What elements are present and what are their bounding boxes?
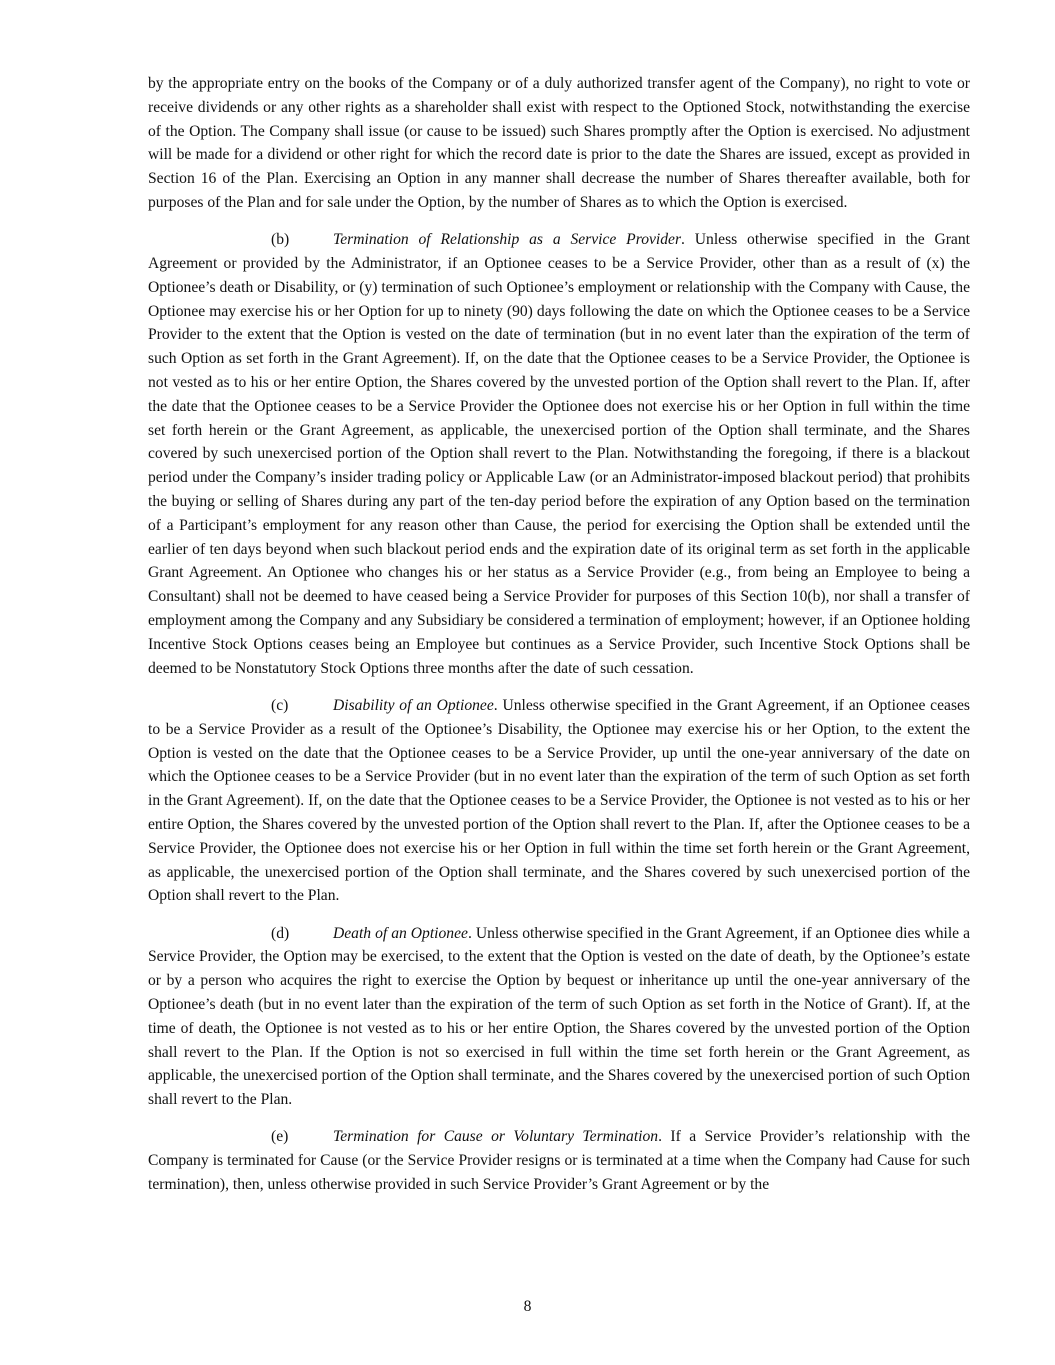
section-number: (b): [271, 231, 290, 249]
section-heading: Termination of Relationship as a Service Provider: [333, 231, 682, 249]
section-d-paragraph: [148, 922, 970, 1112]
section-b-paragraph: [148, 228, 970, 680]
section-e-paragraph: [148, 1125, 970, 1196]
section-text: . Unless otherwise specified in the Grant Agreement or provided by the Administrator, if an Optionee ceases to be a Service Provider, other than as a result of (x) the Optionee’s death or Disability, or (y) termination of such Optionee’s employment or relationship with the Company with Cause, the Optionee may exercise his or her Option for up to ninety (90) days following the date on which the Optionee ceases to be a Service Provider to the extent that the Option is vested on the date of termination (but in no event later than the expiration of the term of such Option as set forth in the Grant Agreement). If, on the date that the Optionee ceases to be a Service Provider, the Optionee is not vested as to his or her entire Option, the Shares covered by the unvested portion of the Option shall revert to the Plan. If, after the date that the Optionee ceases to be a Service Provider the Optionee does not exercise his or her Option in full within the time set forth herein or the Grant Agreement, as applicable, the unexercised portion of the Option shall terminate, and the Shares covered by such unexercised portion of the Option shall revert to the Plan. Notwithstanding the foregoing, if there is a blackout period under the Company’s insider trading policy or Applicable Law (or an Administrator-imposed blackout period) that prohibits the buying or selling of Shares during any part of the ten-day period before the expiration of any Option based on the termination of a Participant’s employment for any reason other than Cause, the period for exercising the Option shall be extended until the earlier of ten days beyond when such blackout period ends and the expiration date of its original term as set forth in the applicable Grant Agreement. An Optionee who changes his or her status as a Service Provider (e.g., from being an Employee to being a Consultant) shall not be deemed to have ceased being a Service Provider for purposes of this Section 10(b), nor shall a transfer of employment among the Company and any Subsidiary be considered a termination of employment; however, if an Optionee holding Incentive Stock Options ceases being an Employee but continues as a Service Provider, such Incentive Stock Options shall be deemed to be Nonstatutory Stock Options three months after the date of such cessation.: [148, 231, 970, 677]
section-text: . Unless otherwise specified in the Grant Agreement, if an Optionee dies while a Service Provider, the Option may be exercised, to the extent that the Option is vested on the date of death, by the Optionee’s estate or by a person who acquires the right to exercise the Option by bequest or inheritance up until the one-year anniversary of the Optionee’s death (but in no event later than the expiration of the term of such Option as set forth in the Notice of Grant). If, at the time of death, the Optionee is not vested as to his or her entire Option, the Shares covered by the unvested portion of the Option shall revert to the Plan. If the Option is not so exercised in full within the time set forth herein or the Grant Agreement, as applicable, the unexercised portion of the Option shall terminate, and the Shares covered by the unexercised portion of such Option shall revert to the Plan.: [148, 924, 970, 1109]
section-c-paragraph: [148, 694, 970, 908]
page-number: 8: [523, 1298, 532, 1315]
section-text: . If a Service Provider’s relationship with the Company is terminated for Cause (or the Service Provider resigns or is terminated at a time when the Company had Cause for such termination), then, unless otherwise provided in such Service Provider’s Grant Agreement or by the: [148, 1128, 970, 1194]
section-heading: Disability of an Optionee: [333, 696, 494, 714]
section-heading: Termination for Cause or Voluntary Termination: [333, 1128, 659, 1146]
document-body: [148, 72, 970, 1210]
section-text: . Unless otherwise specified in the Grant Agreement, if an Optionee ceases to be a Service Provider as a result of the Optionee’s Disability, the Optionee may exercise his or her Option, to the extent the Option is vested on the date that the Optionee ceases to be a Service Provider, up until the one-year anniversary of the date on which the Optionee ceases to be a Service Provider (but in no event later than the expiration of the term of such Option as set forth in the Grant Agreement). If, on the date that the Optionee ceases to be a Service Provider, the Optionee is not vested as to his or her entire Option, the Shares covered by the unvested portion of the Option shall revert to the Plan. If, after the Optionee ceases to be a Service Provider, the Optionee does not exercise his or her Option in full within the time set forth herein or the Grant Agreement, as applicable, the unexercised portion of the Option shall terminate, and the Shares covered by such unexercised portion of the Option shall revert to the Plan.: [148, 696, 970, 905]
section-number: (c): [271, 696, 289, 714]
section-heading: Death of an Optionee: [333, 924, 468, 942]
intro-paragraph: by the appropriate entry on the books of the Company or of a duly authorized transfer agent of the Company), no right to vote or receive dividends or any other rights as a shareholder shall exist with respect to the Optioned Stock, notwithstanding the exercise of the Option. The Company shall issue (or cause to be issued) such Shares promptly after the Option is exercised. No adjustment will be made for a dividend or other right for which the record date is prior to the date the Shares are issued, except as provided in Section 16 of the Plan. Exercising an Option in any manner shall decrease the number of Shares thereafter available, both for purposes of the Plan and for sale under the Option, by the number of Shares as to which the Option is exercised.: [148, 75, 970, 211]
section-number: (e): [271, 1128, 289, 1146]
section-number: (d): [271, 924, 290, 942]
